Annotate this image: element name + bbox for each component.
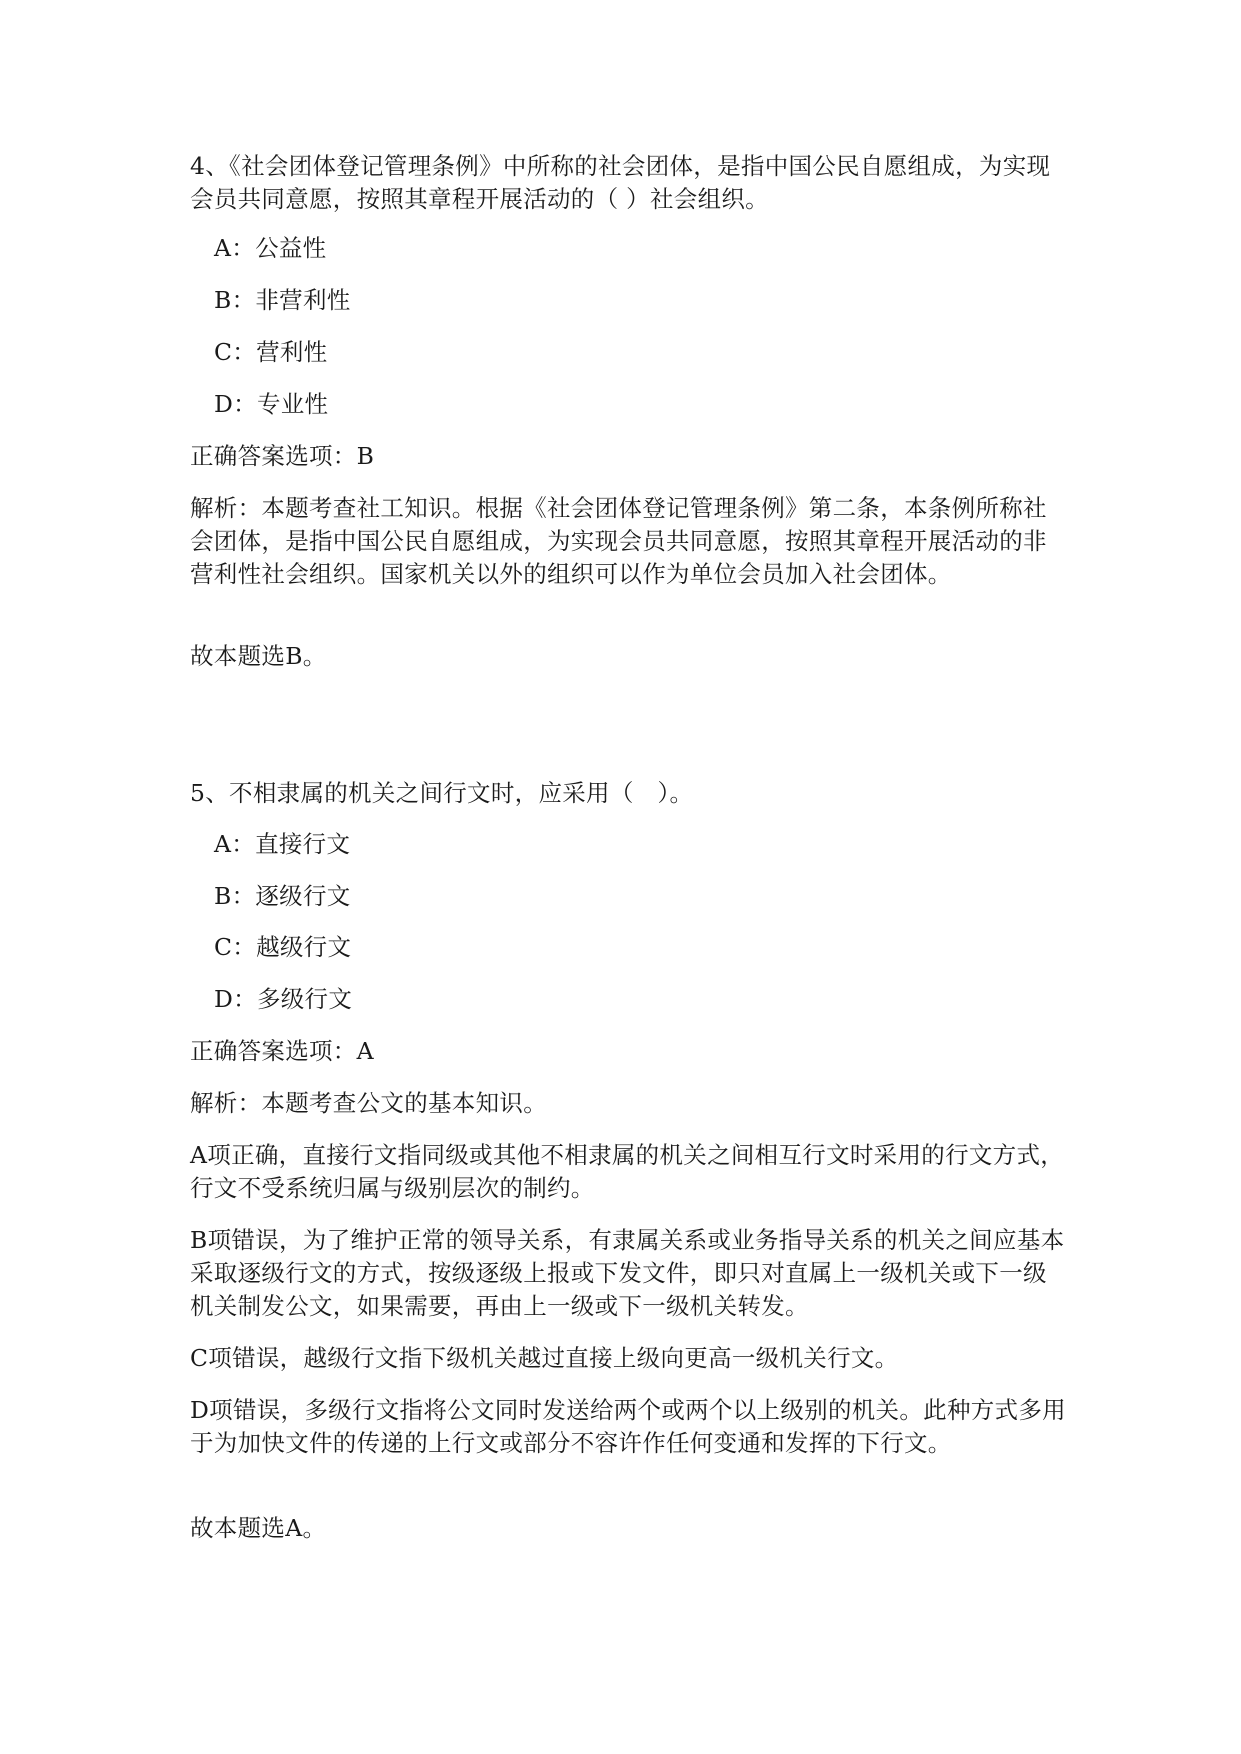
question-5-option-c: C：越级行文: [214, 933, 352, 961]
question-5-analysis-c: C项错误，越级行文指下级机关越过直接上级向更高一级机关行文。: [190, 1344, 899, 1372]
question-5-stem: 5、不相隶属的机关之间行文时，应采用（ ）。: [190, 779, 694, 807]
question-5-answer: 正确答案选项：A: [190, 1037, 374, 1065]
question-4-conclusion: 故本题选B。: [190, 642, 327, 670]
question-4-option-b: B：非营利性: [214, 286, 351, 314]
question-4-analysis: 解析：本题考查社工知识。根据《社会团体登记管理条例》第二条，本条例所称社会团体，是指中国公民自愿组成，为实现会员共同意愿，按照其章程开展活动的非营利性社会组织。国家机关以外的组织可以作为单位会员加入社会团体。: [190, 494, 1047, 588]
question-5-analysis-intro: 解析：本题考查公文的基本知识。: [190, 1089, 547, 1117]
question-4-option-a: A：公益性: [214, 234, 327, 262]
question-5-conclusion: 故本题选A。: [190, 1514, 327, 1542]
question-4-option-c: C：营利性: [214, 338, 328, 366]
question-5-analysis-b: B项错误，为了维护正常的领导关系，有隶属关系或业务指导关系的机关之间应基本采取逐级行文的方式，按级逐级上报或下发文件，即只对直属上一级机关或下一级机关制发公文，如果需要，再由上一级或下一级机关转发。: [190, 1226, 1065, 1320]
question-5-option-a: A：直接行文: [214, 830, 351, 858]
question-4-stem: 4、《社会团体登记管理条例》中所称的社会团体，是指中国公民自愿组成，为实现会员共同意愿，按照其章程开展活动的（ ）社会组织。: [190, 152, 1051, 213]
question-5-option-d: D：多级行文: [214, 985, 353, 1013]
question-4-option-d: D：专业性: [214, 390, 329, 418]
question-5-analysis-d: D项错误，多级行文指将公文同时发送给两个或两个以上级别的机关。此种方式多用于为加快文件的传递的上行文或部分不容许作任何变通和发挥的下行文。: [190, 1396, 1066, 1457]
question-5-analysis-a: A项正确，直接行文指同级或其他不相隶属的机关之间相互行文时采用的行文方式，行文不受系统归属与级别层次的制约。: [190, 1141, 1065, 1202]
question-4-answer: 正确答案选项：B: [190, 442, 375, 470]
question-5-option-b: B：逐级行文: [214, 882, 351, 910]
